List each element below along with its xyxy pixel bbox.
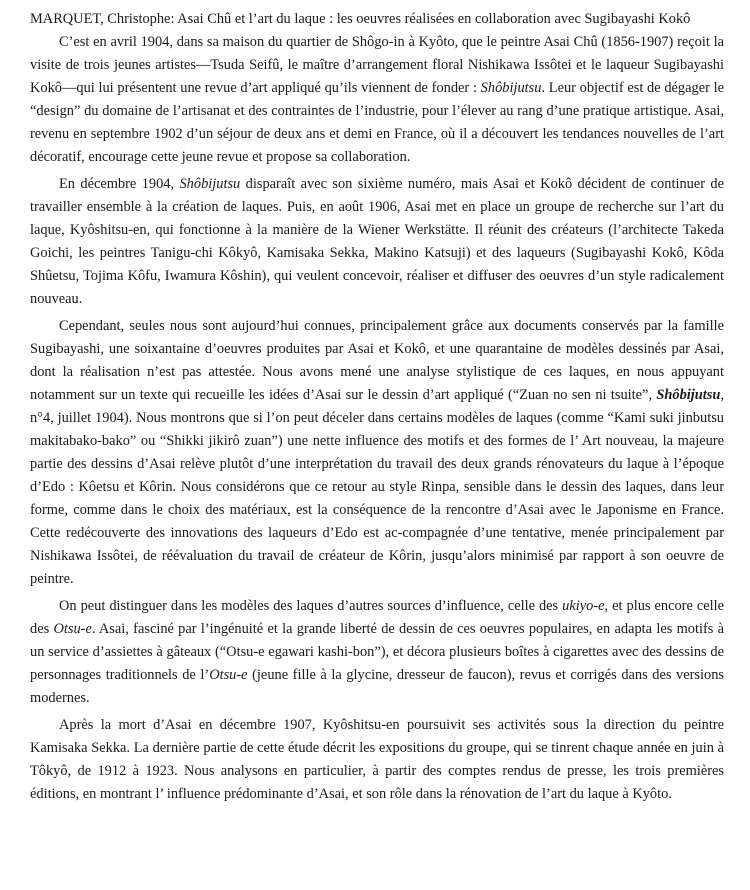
paragraph-3-segment: , n°4, juillet 1904). Nous montrons que si l’on peut déceler dans certains modèles de laques (comme “Kami suki jinbutsu makitabako-bako” ou “Shikki jikirô zuan”) une nette influence des motifs et des formes de l’ Art nouveau, la majeure partie des dessins d’Asai relève plutôt d’une interprétation du travail des deux grands rénovateurs du laque à l’époque d’Edo : Kôetsu et Kôrin. Nous considérons que ce retour au style Rinpa, sensible dans le dessin des laques, dans leur forme, comme dans le choix des matériaux, est la conséquence de la rencontre d’Asai avec le Japonisme en France. Cette redécouverte des innovations des laqueurs d’Edo est ac-compagnée d’une tentative, menée principalement par Nishikawa Issôtei, de réévaluation du travail de créateur de Kôrin, jusqu’alors minimisé par rapport à son oeuvre de peintre.	[30, 387, 724, 587]
author-name: MARQUET, Christophe	[30, 11, 171, 27]
paragraph-2-segment: En décembre 1904,	[59, 176, 180, 192]
journal-title: Shôbijutsu	[480, 80, 542, 96]
article-title: Asai Chû et l’art du laque : les oeuvres réalisées en collaboration avec Sugibayashi Kokô	[177, 11, 691, 27]
journal-title: Shôbijutsu	[656, 387, 721, 403]
paragraph-2-segment: disparaît avec son sixième numéro, mais Asai et Kokô décident de continuer de travailler ensemble à la création de laques. Puis, en août 1906, Asai met en place un groupe de recherche sur l’art du laque, Kyôshitsu-en, qui fonctionne à la manière de la Wiener Werkstätte. Il réunit des créateurs (l’architecte Takeda Goichi, les peintres Tanigu-chi Kôkyô, Kamisaka Sekka, Makino Katsuji) et des laqueurs (Sugibayashi Kokô, Kôda Shûetsu, Tojima Kôfu, Iwamura Kôshin), qui veulent concevoir, réaliser et diffuser des oeuvres d’un style radicalement nouveau.	[30, 176, 724, 307]
paragraph-1-segment: C’est en avril 1904, dans sa maison du quartier de Shôgo-in à Kyôto, que le peintre Asai Chû (1856-1907) reçoit la visite de trois jeunes artistes—Tsuda Seifû, le maître d’arrangement floral Nishikawa Issôtei et le laqueur Sugibayashi Kokô—qui lui présentent une revue d’art appliqué qu’ils viennent de fonder :	[30, 34, 724, 96]
paragraph-5-segment: Après la mort d’Asai en décembre 1907, Kyôshitsu-en poursuivit ses activités sous la direction du peintre Kamisaka Sekka. La dernière partie de cette étude décrit les expositions du groupe, qui se tinrent chaque année en juin à Tôkyô, de 1912 à 1923. Nous analysons en particulier, à partir des comptes rendus de presse, les trois premières éditions, en montrant l’ influence prédominante d’Asai, et son rôle dans la rénovation de l’art du laque à Kyôto.	[30, 717, 724, 802]
paragraph-2	[30, 173, 724, 311]
paragraph-1	[30, 31, 724, 169]
article-header: MARQUET, Christophe: Asai Chû et l’art du laque : les oeuvres réalisées en collaboration avec Sugibayashi Kokô	[30, 11, 691, 27]
term-ukiyo-e: ukiyo-e	[562, 598, 605, 614]
paragraph-4	[30, 595, 724, 710]
journal-title: Shôbijutsu	[179, 176, 241, 192]
term-otsu-e: Otsu-e	[53, 621, 92, 637]
paragraph-4-segment: On peut distinguer dans les modèles des laques d’autres sources d’influence, celle des	[59, 598, 563, 614]
paragraph-4-segment: . Asai, fasciné par l’ingénuité et la grande liberté de dessin de ces oeuvres populaires, en adapta les motifs à un service d’assiettes à gâteaux (“Otsu-e egawari kashi-bon”), et décora plusieurs boîtes à cigarettes avec des dessins de personnages traditionnels de l’	[30, 621, 725, 683]
paragraph-3-segment: Cependant, seules nous sont aujourd’hui connues, principalement grâce aux documents conservés par la famille Sugibayashi, une soixantaine d’oeuvres produites par Asai et Kokô, et une quarantaine de modèles dessinés par Asai, dont la réalisation n’est pas attestée. Nous avons mené une analyse stylistique de ces laques, en nous appuyant notamment sur un texte qui recueille les idées d’Asai sur le dessin d’art appliqué (“Zuan no sen ni tsuite”,	[30, 318, 724, 403]
paragraph-1-segment: . Leur objectif est de dégager le “design” du domaine de l’artisanat et des contraintes de l’industrie, pour l’élever au rang d’une pratique artistique. Asai, revenu en septembre 1902 d’un séjour de deux ans et demi en France, où il a découvert les tendances nouvelles de l’art décoratif, encourage cette jeune revue et propose sa collaboration.	[30, 80, 724, 165]
paragraph-3	[30, 315, 724, 591]
paragraph-5	[30, 714, 724, 806]
paragraph-4-segment: , et plus encore celle des	[30, 598, 724, 637]
document-page	[30, 8, 724, 810]
term-otsu-e: Otsu-e	[209, 667, 248, 683]
paragraph-4-segment: (jeune fille à la glycine, dresseur de faucon), revus et corrigés dans des versions modernes.	[30, 667, 724, 706]
